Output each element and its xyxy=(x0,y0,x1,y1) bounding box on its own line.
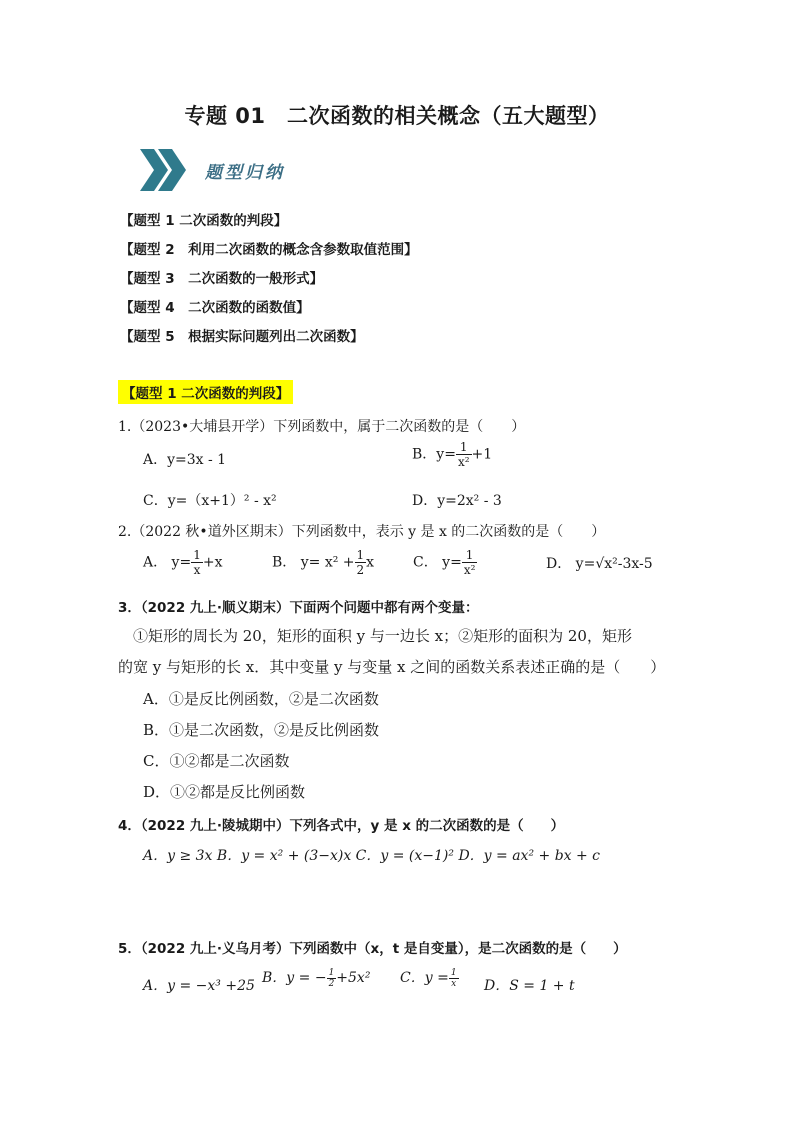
question-4-options: A．y ≥ 3x B．y = x² + (3−x)x C．y = (x−1)² D．y = ax² + bx + c xyxy=(143,848,601,864)
question-3-line-1: ①矩形的周长为 20，矩形的面积 y 与一边长 x；②矩形的面积为 20，矩形 xyxy=(133,627,632,645)
toc-item-2[interactable]: 【题型 2 利用二次函数的概念含参数取值范围】 xyxy=(120,242,418,258)
question-3-option-a: A．①是反比例函数，②是二次函数 xyxy=(143,690,379,708)
question-2-option-c: C． y= $\frac{1}{\text{x²}}$ xyxy=(413,548,476,577)
question-5-option-a: A．y = −x³ +25 xyxy=(143,978,255,994)
question-2-option-b: B． y= x² + $\frac{1}{2}$ x xyxy=(272,548,375,577)
question-2-stem: 2.（2022 秋•道外区期末）下列函数中，表示 y 是 x 的二次函数的是（ ） xyxy=(118,524,606,540)
toc-item-4[interactable]: 【题型 4 二次函数的函数值】 xyxy=(120,300,310,316)
question-3-option-b: B．①是二次函数，②是反比例函数 xyxy=(143,721,380,739)
question-1-option-a: A．y=3x - 1 xyxy=(143,452,227,468)
question-2-option-a: A． y= $\frac{1}{x}$ +x xyxy=(143,548,223,577)
question-2-option-d: D． y=√x²-3x-5 xyxy=(546,556,653,572)
question-3-option-c: C．①②都是二次函数 xyxy=(143,752,290,770)
question-5-stem: 5．（2022 九上·义乌月考）下列函数中（x，t 是自变量），是二次函数的是（ ） xyxy=(118,941,627,957)
question-3-line-2: 的宽 y 与矩形的长 x．其中变量 y 与变量 x 之间的函数关系表述正确的是（ ） xyxy=(118,658,666,676)
question-1-option-d: D．y=2x² - 3 xyxy=(412,493,502,509)
question-1-option-c: C．y=（x+1）² - x² xyxy=(143,493,277,509)
section-heading-type-1: 【题型 1 二次函数的判段】 xyxy=(118,380,293,404)
question-1-stem: 1.（2023•大埔县开学）下列函数中，属于二次函数的是（ ） xyxy=(118,419,526,435)
question-4-stem: 4．（2022 九上·陵城期中）下列各式中，y 是 x 的二次函数的是（ ） xyxy=(118,818,565,834)
double-chevron-icon xyxy=(138,147,190,193)
question-5-option-d: D．S = 1 + t xyxy=(484,978,575,994)
toc-item-5[interactable]: 【题型 5 根据实际问题列出二次函数】 xyxy=(120,329,364,345)
page-title: 专题 01 二次函数的相关概念（五大题型） xyxy=(184,104,610,128)
question-3-option-d: D．①②都是反比例函数 xyxy=(143,783,306,801)
toc-item-1[interactable]: 【题型 1 二次函数的判段】 xyxy=(120,213,288,229)
toc-item-3[interactable]: 【题型 3 二次函数的一般形式】 xyxy=(120,271,324,287)
question-3-stem: 3．（2022 九上·顺义期末）下面两个问题中都有两个变量： xyxy=(118,600,479,616)
question-5-option-b: B．y = − $\frac{1}{2}$ +5x² xyxy=(262,967,371,989)
question-5-option-c: C．y = $\frac{1}{x}$ xyxy=(400,967,457,989)
question-1-option-b: B．y= $\frac{1}{\text{x²}}$ +1 xyxy=(412,440,493,469)
section-banner-label: 题型归纳 xyxy=(205,163,285,183)
